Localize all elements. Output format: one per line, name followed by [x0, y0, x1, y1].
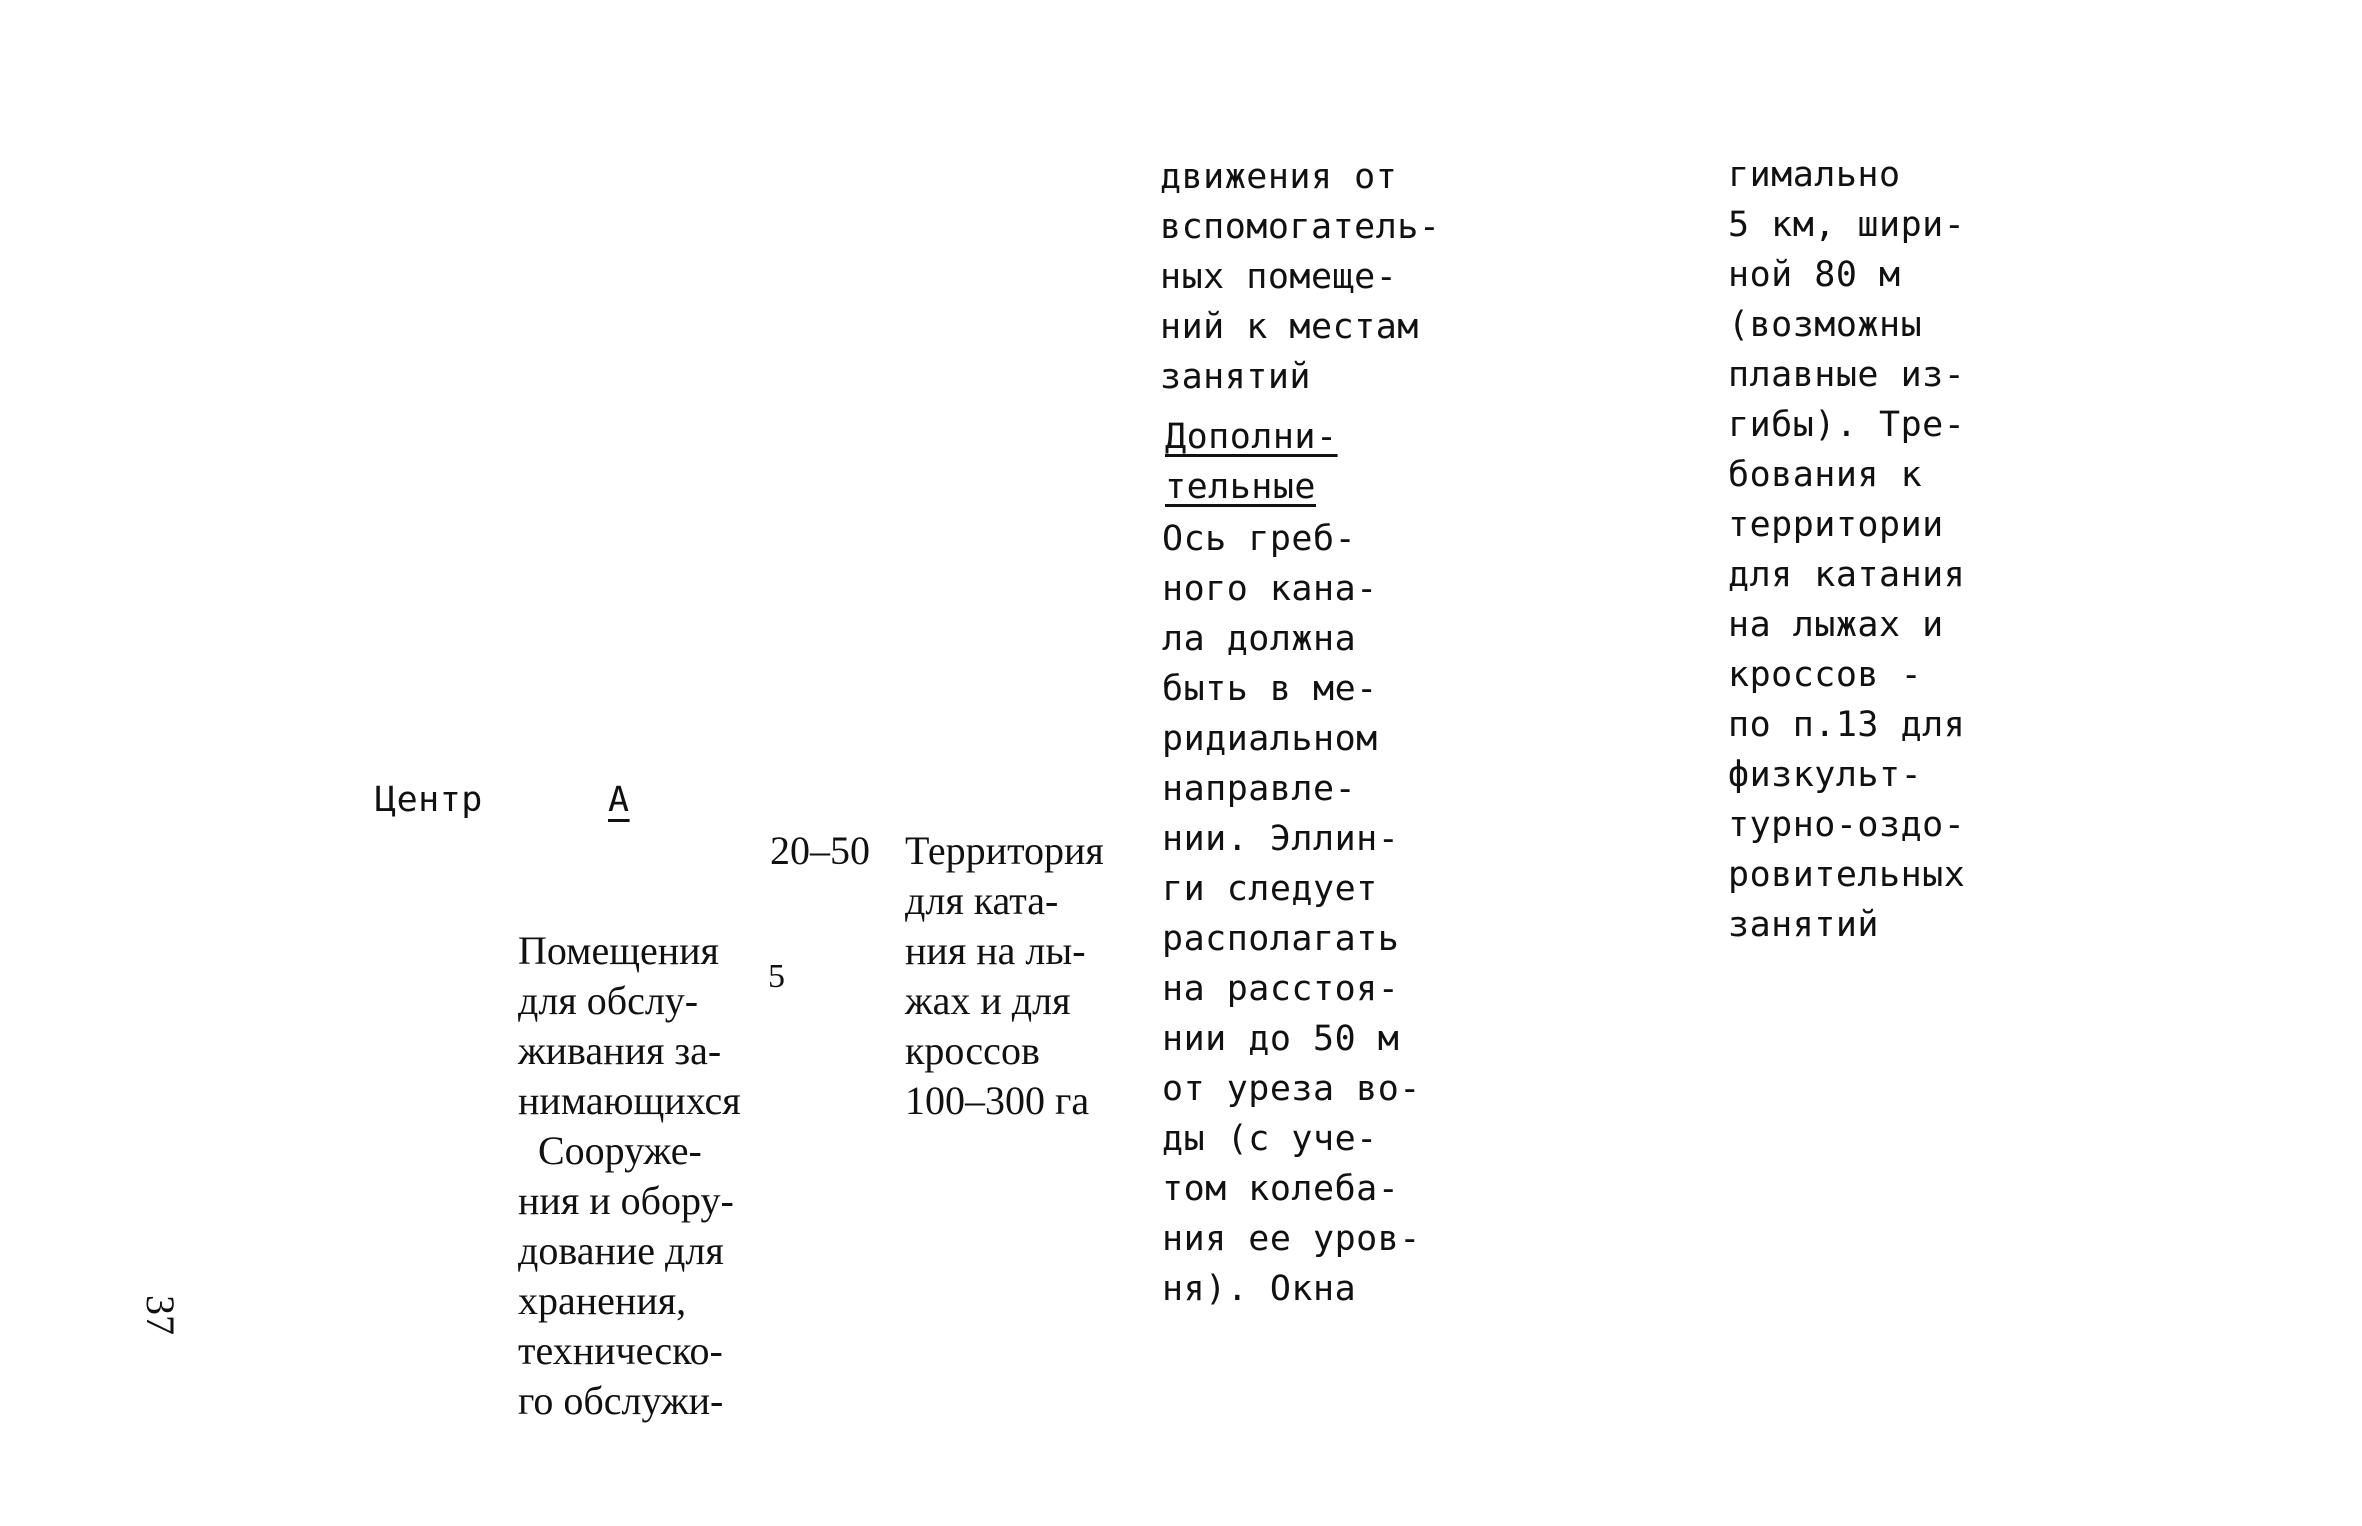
category-letter: А	[608, 780, 630, 820]
row-name: Центр	[375, 780, 483, 820]
page-number: 37	[138, 1295, 183, 1335]
structures-cell	[518, 1026, 734, 1526]
premises-text: Помещения для обслу- живания за- нимающихся	[518, 928, 741, 1123]
area-cell: 20–50	[770, 828, 870, 873]
continuation-column: гимально 5 км, шири- ной 80 м (возможны плавные из- гибы). Тре- бования к территории для катания на лыжах и кроссов - по п.13 для физкульт- турно-оздо- ровительных занятий	[1728, 155, 1966, 945]
footnote-marker: 5	[768, 958, 785, 995]
requirements-bottom: Ось греб- ного кана- ла должна быть в ме- ридиальном направле- нии. Эллин- ги следует располагать на расстоя- нии до 50 м от уреза во- ды (с уче- том колеба- ния ее уров- ня). Окна	[1162, 519, 1421, 1309]
territory-cell: Территория для ката- ния на лы- жах и для кроссов 100–300 га	[905, 828, 1104, 1123]
requirements-top: движения от вспомогатель- ных помеще- ний к местам занятий	[1160, 157, 1441, 397]
additional-title: Дополни- тельные	[1165, 417, 1338, 507]
structures-text: Сооруже- ния и обору- дование для хранения, техническо- го обслужи-	[518, 1128, 734, 1423]
